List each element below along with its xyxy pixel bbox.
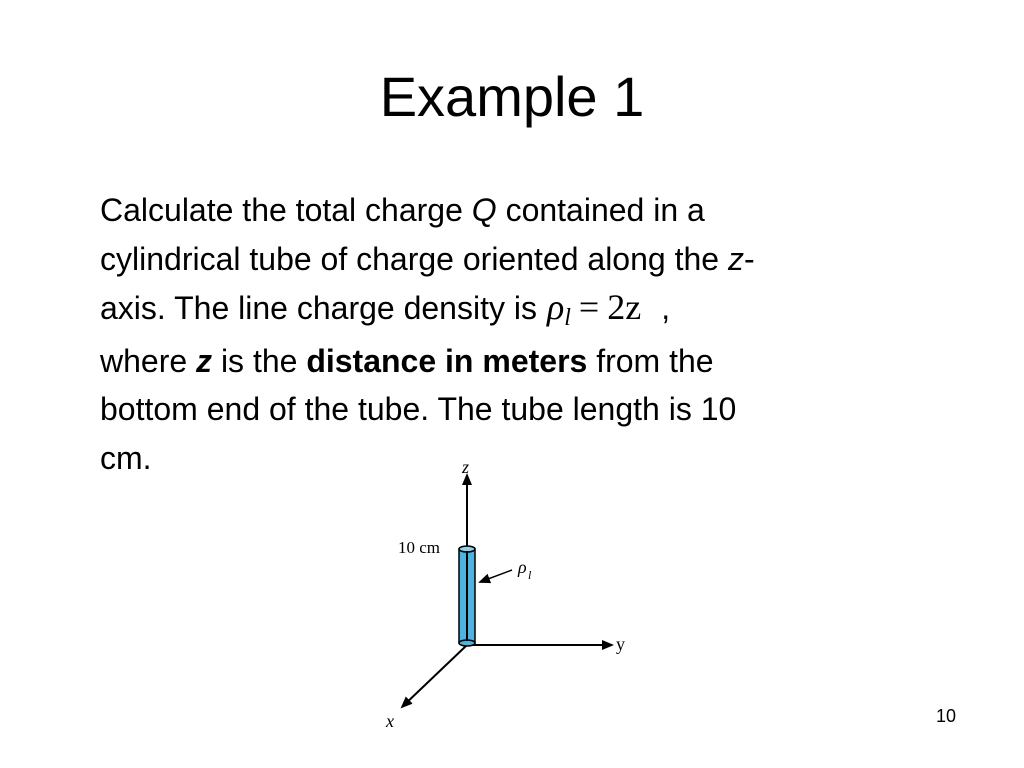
problem-line-5: bottom end of the tube. The tube length is 10 [100,391,737,427]
text-segment: axis. The line charge density is [100,290,537,326]
variable-z: z [727,240,744,277]
problem-line-2 [100,235,930,284]
rho-label: ρ [518,557,527,577]
variable-q: Q [471,192,497,228]
problem-line-3 [100,283,930,337]
page-number: 10 [936,706,957,726]
rho-subscript: l [564,305,571,331]
rho-symbol: ρ [546,287,565,327]
equals-sign: = [578,287,600,327]
slide-title: Example 1 [379,65,645,128]
problem-line-1 [100,186,930,235]
problem-line-4 [100,337,930,386]
rho-label-subscript: l [528,568,532,582]
text-segment: , [661,290,671,326]
text-segment: where [100,342,197,379]
text-segment: contained in a [496,192,705,228]
problem-statement [100,186,930,482]
problem-line-6: cm. [100,439,152,476]
charge-density-formula [547,283,641,337]
text-segment: Calculate the total charge [100,192,472,228]
x-axis [402,645,467,707]
tube-diagram [380,455,640,735]
z-axis-label: z [462,457,470,477]
text-segment: is the [212,342,307,379]
text-segment: - [743,240,755,277]
x-axis-label: x [386,711,394,731]
y-axis-label: y [616,634,625,654]
tube-diagram-svg [380,455,640,735]
text-segment: cylindrical tube of charge oriented along the [100,240,728,277]
bold-phrase: distance in meters [306,342,588,379]
text-segment: from the [587,342,714,379]
tube-length-label: 10 cm [398,538,441,557]
variable-z-bold: z [196,342,213,379]
formula-rhs: 2z [607,287,642,327]
rho-pointer-arrow [480,570,512,582]
